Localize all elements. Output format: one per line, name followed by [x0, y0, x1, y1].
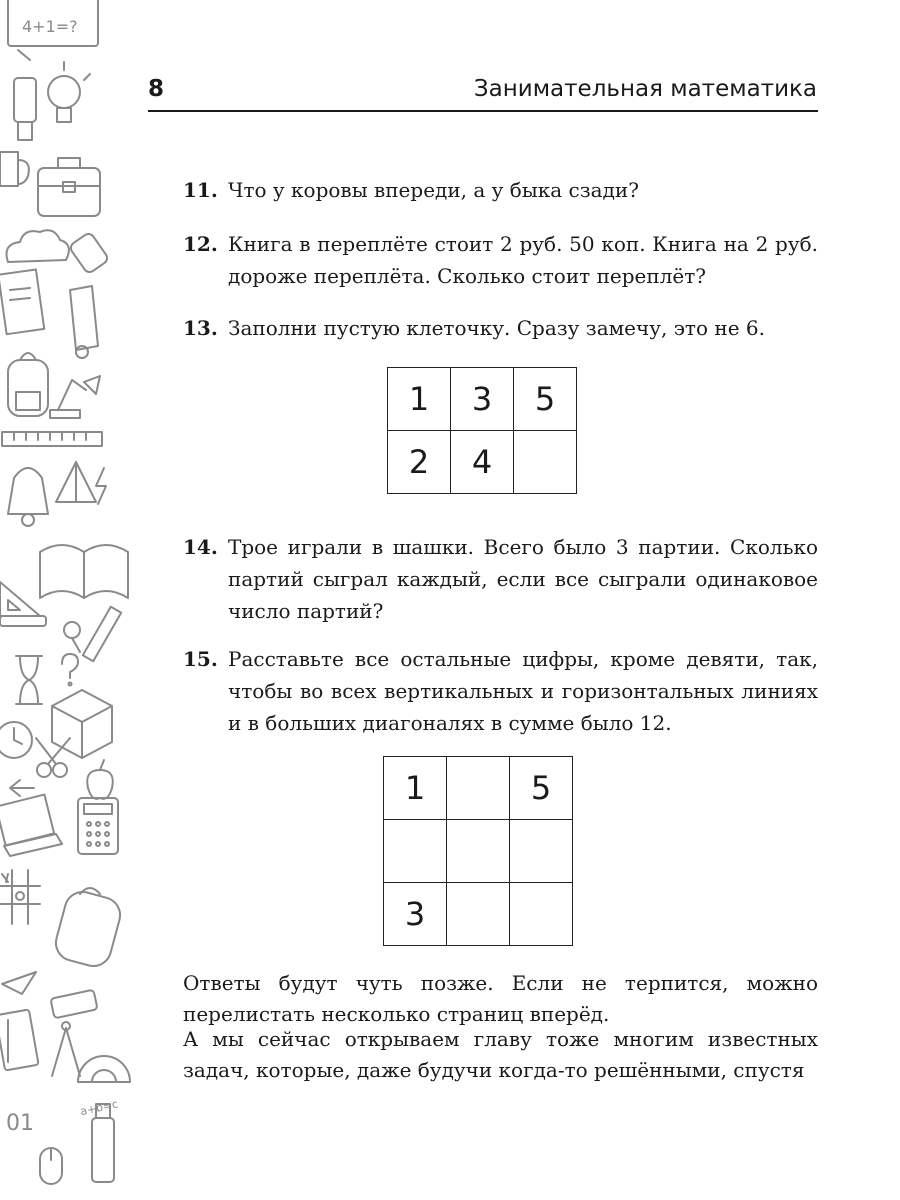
scissors-icon: [36, 738, 70, 777]
apple-icon: [87, 760, 113, 799]
running-title: Занимательная математика: [473, 76, 817, 102]
grid-cell: 1: [384, 757, 447, 820]
bell-icon: [8, 468, 48, 526]
pen-icon: [0, 616, 46, 626]
problem-text: Что у коровы впереди, а у быка сзади?: [228, 178, 639, 202]
eraser-icon: [69, 232, 110, 275]
grid-cell: 1: [388, 368, 451, 431]
problem-14: [183, 531, 818, 627]
problem-number: 15.: [183, 647, 218, 671]
header-rule: [148, 110, 818, 112]
grid-cell: [384, 820, 447, 883]
glue-stick-icon: [92, 1104, 114, 1182]
svg-text:4+1=?: 4+1=?: [22, 17, 78, 36]
chalkboard-icon: [8, 0, 98, 60]
grid-cell: [510, 883, 573, 946]
lightning-icon: [96, 468, 106, 504]
grid-cell: 2: [388, 431, 451, 494]
notebook-2-icon: [0, 1009, 39, 1070]
pyramid-icon: [56, 462, 96, 502]
open-book-icon: [40, 545, 128, 598]
page-number: 8: [148, 76, 165, 102]
briefcase-icon: [38, 158, 100, 216]
chapter-intro-paragraph: А мы сейчас открываем главу тоже многим известных задач, которые, даже будучи когда-то решёнными, спустя: [183, 1027, 818, 1082]
arrow-icon: [10, 780, 34, 796]
backpack-icon: [8, 353, 48, 416]
answers-note-paragraph: Ответы будут чуть позже. Если не терпится, можно перелистать несколько страниц вперёд.: [183, 971, 818, 1026]
problem-text: Трое играли в шашки. Всего было 3 партии. Сколько партий сыграл каждый, если все сыграли одинаковое число партий?: [228, 535, 818, 623]
grid-cell: [510, 820, 573, 883]
problem-number: 11.: [183, 178, 218, 202]
pencil-icon: [83, 607, 121, 661]
backpack-2-icon: [52, 888, 124, 970]
grid-cell-empty: [514, 431, 577, 494]
problem-15: [183, 643, 818, 739]
grid-cell: [447, 820, 510, 883]
pushpin-icon: [64, 622, 80, 652]
problem-number: 12.: [183, 232, 218, 256]
puzzle-grid-13: [387, 367, 577, 494]
scroll-icon: [70, 286, 98, 358]
notebook-icon: [0, 269, 44, 334]
ruler-icon: [2, 432, 102, 446]
problem-number: 14.: [183, 535, 218, 559]
grid-cell: [447, 883, 510, 946]
mug-icon: [0, 152, 29, 186]
problem-11: [183, 174, 818, 206]
cloud-icon: [7, 230, 69, 262]
grid-cell: 3: [451, 368, 514, 431]
problem-13: [183, 312, 818, 344]
grid-row: [384, 883, 573, 946]
problem-text: Заполни пустую клеточку. Сразу замечу, это не 6.: [228, 316, 765, 340]
grid-cell: 4: [451, 431, 514, 494]
grid-cell: 3: [384, 883, 447, 946]
problem-12: [183, 228, 818, 292]
grid-row: [388, 431, 577, 494]
set-square-icon: [0, 582, 40, 616]
paper-plane-icon: [2, 972, 36, 994]
eraser-2-icon: [50, 990, 97, 1019]
marker-icon: [14, 78, 36, 140]
mouse-icon: [40, 1148, 62, 1184]
problem-number: 13.: [183, 316, 218, 340]
tic-tac-toe-icon: [0, 870, 40, 924]
grid-row: [384, 757, 573, 820]
laptop-icon: [0, 795, 62, 856]
numbers-doodle: 01: [6, 1111, 34, 1136]
problem-text: Книга в переплёте стоит 2 руб. 50 коп. Книга на 2 руб. дороже переплёта. Сколько стоит переплёт?: [228, 232, 818, 288]
lamp-icon: [50, 376, 100, 418]
grid-row: [384, 820, 573, 883]
hourglass-icon: [16, 656, 42, 704]
grid-cell: [447, 757, 510, 820]
grid-cell: 5: [514, 368, 577, 431]
protractor-icon: [78, 1056, 130, 1082]
grid-row: [388, 368, 577, 431]
question-mark-icon: [62, 654, 78, 686]
puzzle-grid-15: [383, 756, 573, 946]
grid-cell: 5: [510, 757, 573, 820]
compass-icon: [52, 1022, 80, 1076]
formula-doodle: a+b=c: [79, 1097, 120, 1119]
light-bulb-icon: [48, 62, 90, 122]
alarm-clock-icon: [0, 722, 32, 758]
calculator-icon: [78, 798, 118, 854]
decorative-doodle-border: [0, 0, 135, 1200]
problem-text: Расставьте все остальные цифры, кроме девяти, так, чтобы во всех вертикальных и горизонтальных линиях и в больших диагоналях в сумме было 12.: [228, 647, 818, 735]
